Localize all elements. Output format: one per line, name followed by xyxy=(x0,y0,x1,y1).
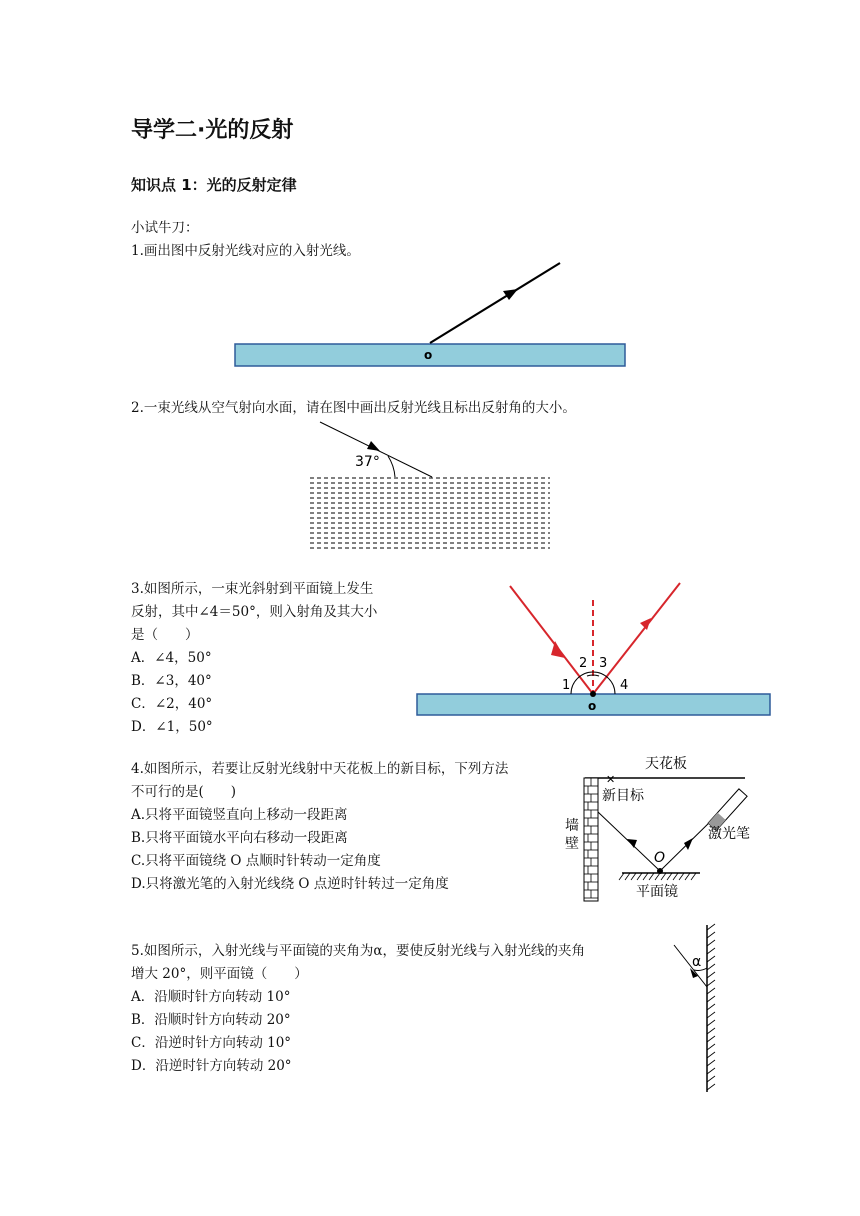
q1-point-label: o xyxy=(424,348,433,362)
q4-mirror-label: 平面镜 xyxy=(636,884,678,900)
q3-option-b: B．∠3，40° xyxy=(131,673,212,689)
q5-line-1: 5.如图所示，入射光线与平面镜的夹角为α，要使反射光线与入射光线的夹角 xyxy=(131,943,585,959)
q4-option-a: A.只将平面镜竖直向上移动一段距离 xyxy=(131,807,348,823)
q5-option-b: B．沿顺时针方向转动 20° xyxy=(131,1012,291,1028)
q4-line-2: 不可行的是( ) xyxy=(131,784,237,800)
q5-option-a: A．沿顺时针方向转动 10° xyxy=(131,989,291,1005)
section-title: 知识点 1：光的反射定律 xyxy=(131,176,297,194)
q3-option-d: D．∠1，50° xyxy=(131,719,213,735)
q4-wall-label-2: 壁 xyxy=(565,836,579,852)
q5-alpha-label: α xyxy=(692,954,702,970)
q3-angle-2: 2 xyxy=(579,656,588,671)
q4-laser-label: 激光笔 xyxy=(708,826,750,842)
q4-point-label: O xyxy=(654,850,666,866)
q3-angle-4: 4 xyxy=(620,678,629,693)
q3-angle-3: 3 xyxy=(599,656,608,671)
q2-angle-label: 37° xyxy=(355,454,380,470)
q3-angle-1: 1 xyxy=(562,678,571,693)
q4-ceiling-label: 天花板 xyxy=(645,756,687,772)
q5-incident-ray xyxy=(674,945,707,987)
q4-target-label: 新目标 xyxy=(602,788,644,804)
q3-point-label: o xyxy=(588,699,597,713)
q4-option-b: B.只将平面镜水平向右移动一段距离 xyxy=(131,830,348,846)
q2-text: 2.一束光线从空气射向水面，请在图中画出反射光线且标出反射角的大小。 xyxy=(131,400,576,416)
q3-option-a: A．∠4，50° xyxy=(131,650,212,666)
q1-text: 1.画出图中反射光线对应的入射光线。 xyxy=(131,243,360,259)
q3-line-2: 反射，其中∠4＝50°，则入射角及其大小 xyxy=(131,604,378,620)
q3-option-c: C．∠2，40° xyxy=(131,696,213,712)
q4-option-c: C.只将平面镜绕 O 点顺时针转动一定角度 xyxy=(131,853,381,869)
q5-option-c: C．沿逆时针方向转动 10° xyxy=(131,1035,292,1051)
page-title: 导学二·光的反射 xyxy=(131,118,294,143)
q4-option-d: D.只将激光笔的入射光线绕 O 点逆时针转过一定角度 xyxy=(131,876,449,892)
q5-option-d: D．沿逆时针方向转动 20° xyxy=(131,1058,292,1074)
q5-line-2: 增大 20°，则平面镜（ ） xyxy=(131,966,308,982)
q3-line-1: 3.如图所示，一束光斜射到平面镜上发生 xyxy=(131,581,374,597)
q4-line-1: 4.如图所示，若要让反射光线射中天花板上的新目标，下列方法 xyxy=(131,761,509,777)
q3-line-3: 是（ ） xyxy=(131,627,199,643)
q4-wall-label-1: 墙 xyxy=(565,818,579,834)
svg-text:✕: ✕ xyxy=(606,773,616,786)
intro-text: 小试牛刀： xyxy=(131,220,199,236)
